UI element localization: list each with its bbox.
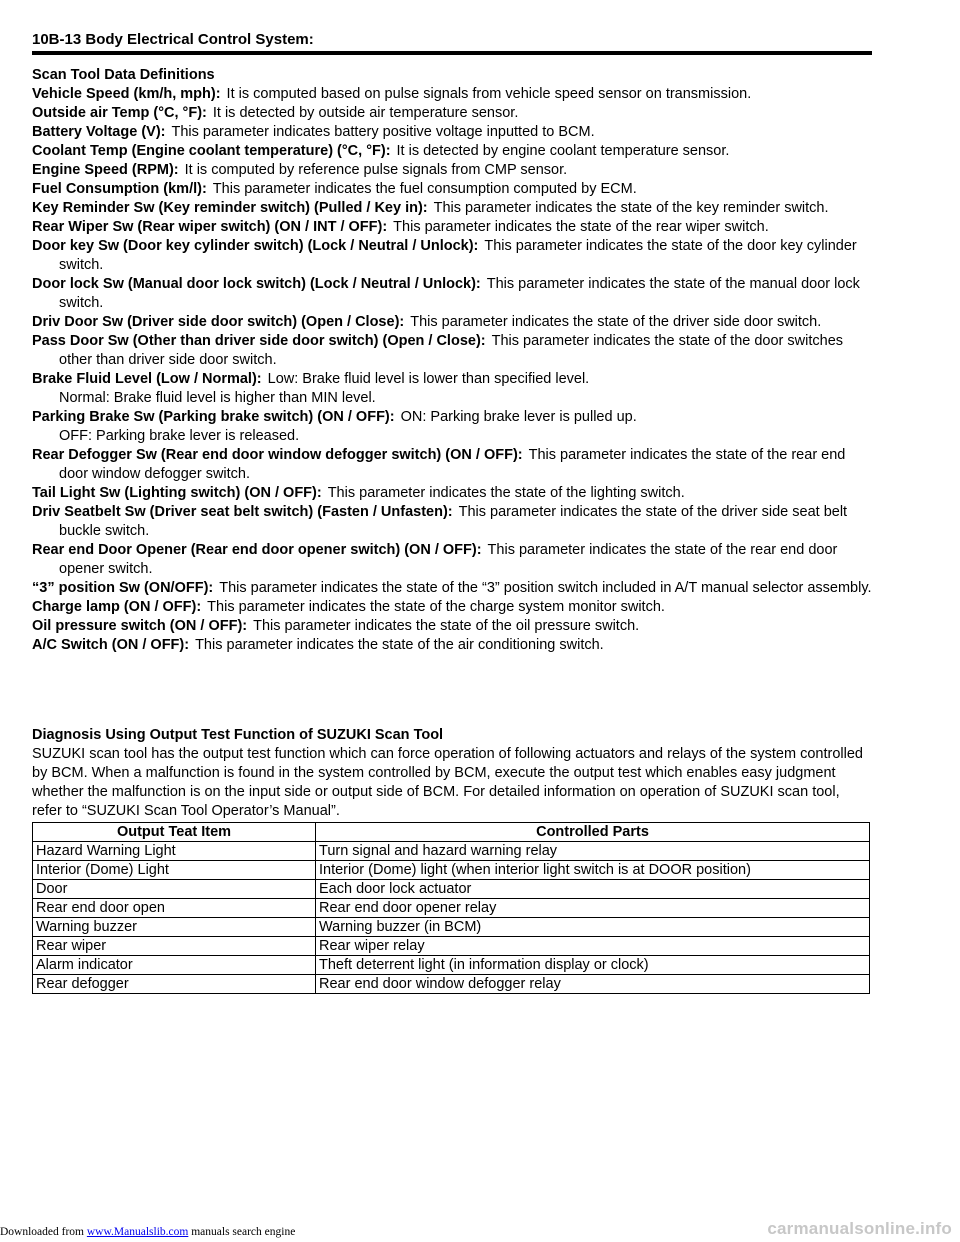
table-row [33, 937, 870, 956]
definition-term: A/C Switch (ON / OFF): [32, 637, 190, 653]
controlled-part: Rear end door window defogger relay [316, 975, 870, 994]
manualslib-link[interactable]: www.Manualslib.com [86, 1226, 189, 1238]
definition-text: This parameter indicates the state of the key reminder switch. [433, 200, 829, 216]
definition-term: Rear Wiper Sw (Rear wiper switch) (ON / INT / OFF): [32, 219, 388, 235]
definition-term: Pass Door Sw (Other than driver side door switch) (Open / Close): [32, 333, 486, 349]
definition-term: Brake Fluid Level (Low / Normal): [32, 371, 262, 387]
definition-text: This parameter indicates the state of the rear end door window defogger switch. [59, 447, 846, 482]
controlled-part: Rear end door opener relay [316, 899, 870, 918]
definition-text-continued: Normal: Brake fluid level is higher than MIN level. [59, 390, 376, 406]
definition-item [32, 370, 872, 408]
definition-text: This parameter indicates the state of the air conditioning switch. [195, 637, 604, 653]
definition-item [32, 104, 872, 123]
definition-item [32, 503, 872, 541]
output-test-intro: SUZUKI scan tool has the output test function which can force operation of following actuators and relays of the system controlled by BCM. When a malfunction is found in the system controlled by BCM, execute the output test which enables easy judgment whether the malfunction is on the input side or output side of BCM. For detailed information on operation of SUZUKI scan tool, refer to “SUZUKI Scan Tool Operator’s Manual”. [32, 746, 863, 819]
footer-download-note [0, 1225, 295, 1239]
controlled-part: Warning buzzer (in BCM) [316, 918, 870, 937]
definition-term: Door key Sw (Door key cylinder switch) (Lock / Neutral / Unlock): [32, 238, 479, 254]
footer-prefix: Downloaded from [0, 1226, 87, 1238]
definition-term: Battery Voltage (V): [32, 124, 166, 140]
table-row [33, 880, 870, 899]
definition-item [32, 598, 872, 617]
definition-term: Driv Door Sw (Driver side door switch) (Open / Close): [32, 314, 405, 330]
definition-item [32, 313, 872, 332]
definition-term: Outside air Temp (°C, °F): [32, 105, 207, 121]
footer-suffix: manuals search engine [188, 1226, 296, 1238]
table-row [33, 861, 870, 880]
controlled-part: Rear wiper relay [316, 937, 870, 956]
output-test-item: Rear wiper [33, 937, 316, 956]
output-test-table [32, 822, 870, 994]
definition-text: This parameter indicates the state of the lighting switch. [327, 485, 685, 501]
definition-term: Key Reminder Sw (Key reminder switch) (Pulled / Key in): [32, 200, 428, 216]
definition-text: This parameter indicates battery positive voltage inputted to BCM. [171, 124, 595, 140]
controlled-part: Interior (Dome) light (when interior light switch is at DOOR position) [316, 861, 870, 880]
table-row [33, 918, 870, 937]
definition-term: Charge lamp (ON / OFF): [32, 599, 202, 615]
definition-item [32, 408, 872, 446]
page-header: 10B-13 Body Electrical Control System: [32, 31, 314, 48]
definition-item [32, 332, 872, 370]
definition-item [32, 617, 872, 636]
definition-text: This parameter indicates the fuel consumption computed by ECM. [212, 181, 637, 197]
controlled-part: Each door lock actuator [316, 880, 870, 899]
column-header-item: Output Teat Item [33, 823, 316, 842]
definition-text: This parameter indicates the state of the rear wiper switch. [393, 219, 769, 235]
header-rule [32, 51, 872, 55]
table-row [33, 842, 870, 861]
definition-item [32, 142, 872, 161]
definition-item [32, 218, 872, 237]
output-test-item: Rear end door open [33, 899, 316, 918]
definition-text: This parameter indicates the state of the driver side seat belt buckle switch. [59, 504, 848, 539]
table-row [33, 956, 870, 975]
definition-text: This parameter indicates the state of the oil pressure switch. [253, 618, 640, 634]
definition-text: It is computed based on pulse signals from vehicle speed sensor on transmission. [226, 86, 752, 102]
column-header-parts: Controlled Parts [316, 823, 870, 842]
definition-item [32, 85, 872, 104]
definition-item [32, 199, 872, 218]
definition-text: This parameter indicates the state of the door key cylinder switch. [59, 238, 857, 273]
definition-term: Oil pressure switch (ON / OFF): [32, 618, 248, 634]
definition-text: This parameter indicates the state of the rear end door opener switch. [59, 542, 838, 577]
definitions-list [32, 85, 872, 655]
controlled-part: Theft deterrent light (in information display or clock) [316, 956, 870, 975]
definition-text: This parameter indicates the state of the door switches other than driver side door switch. [59, 333, 844, 368]
section-title-output-test: Diagnosis Using Output Test Function of SUZUKI Scan Tool [32, 727, 444, 743]
definition-term: Vehicle Speed (km/h, mph): [32, 86, 221, 102]
definition-term: Driv Seatbelt Sw (Driver seat belt switch) (Fasten / Unfasten): [32, 504, 453, 520]
definition-item [32, 541, 872, 579]
output-test-item: Rear defogger [33, 975, 316, 994]
definition-text: ON: Parking brake lever is pulled up. [400, 409, 637, 425]
definition-term: Rear Defogger Sw (Rear end door window defogger switch) (ON / OFF): [32, 447, 523, 463]
table-row [33, 975, 870, 994]
table-header-row [33, 823, 870, 842]
definition-item [32, 180, 872, 199]
definition-term: Parking Brake Sw (Parking brake switch) (ON / OFF): [32, 409, 395, 425]
section-title-scan-tool-data: Scan Tool Data Definitions [32, 67, 215, 83]
definition-text: It is detected by outside air temperature sensor. [212, 105, 519, 121]
definition-text: This parameter indicates the state of the driver side door switch. [410, 314, 822, 330]
definition-text: It is computed by reference pulse signals from CMP sensor. [184, 162, 568, 178]
definition-item [32, 636, 872, 655]
definition-item [32, 484, 872, 503]
definition-term: “3” position Sw (ON/OFF): [32, 580, 214, 596]
definition-text: It is detected by engine coolant temperature sensor. [396, 143, 730, 159]
output-test-item: Hazard Warning Light [33, 842, 316, 861]
definition-text: This parameter indicates the state of the charge system monitor switch. [207, 599, 665, 615]
output-test-item: Interior (Dome) Light [33, 861, 316, 880]
definition-item [32, 579, 872, 598]
output-test-item: Warning buzzer [33, 918, 316, 937]
definition-text-continued: OFF: Parking brake lever is released. [59, 428, 300, 444]
definition-item [32, 123, 872, 142]
definition-term: Coolant Temp (Engine coolant temperature) (°C, °F): [32, 143, 391, 159]
output-test-item: Door [33, 880, 316, 899]
output-test-item: Alarm indicator [33, 956, 316, 975]
definition-term: Fuel Consumption (km/l): [32, 181, 207, 197]
definition-item [32, 161, 872, 180]
definition-item [32, 446, 872, 484]
definition-text: This parameter indicates the state of the manual door lock switch. [59, 276, 860, 311]
definition-term: Rear end Door Opener (Rear end door opener switch) (ON / OFF): [32, 542, 482, 558]
definition-term: Door lock Sw (Manual door lock switch) (Lock / Neutral / Unlock): [32, 276, 481, 292]
definition-item [32, 237, 872, 275]
table-row [33, 899, 870, 918]
definition-text: Low: Brake fluid level is lower than specified level. [267, 371, 590, 387]
definition-term: Engine Speed (RPM): [32, 162, 179, 178]
definition-term: Tail Light Sw (Lighting switch) (ON / OFF): [32, 485, 322, 501]
definition-text: This parameter indicates the state of the “3” position switch included in A/T manual selector assembly. [219, 580, 872, 596]
watermark-text: carmanualsonline.info [767, 1219, 952, 1238]
controlled-part: Turn signal and hazard warning relay [316, 842, 870, 861]
definition-item [32, 275, 872, 313]
